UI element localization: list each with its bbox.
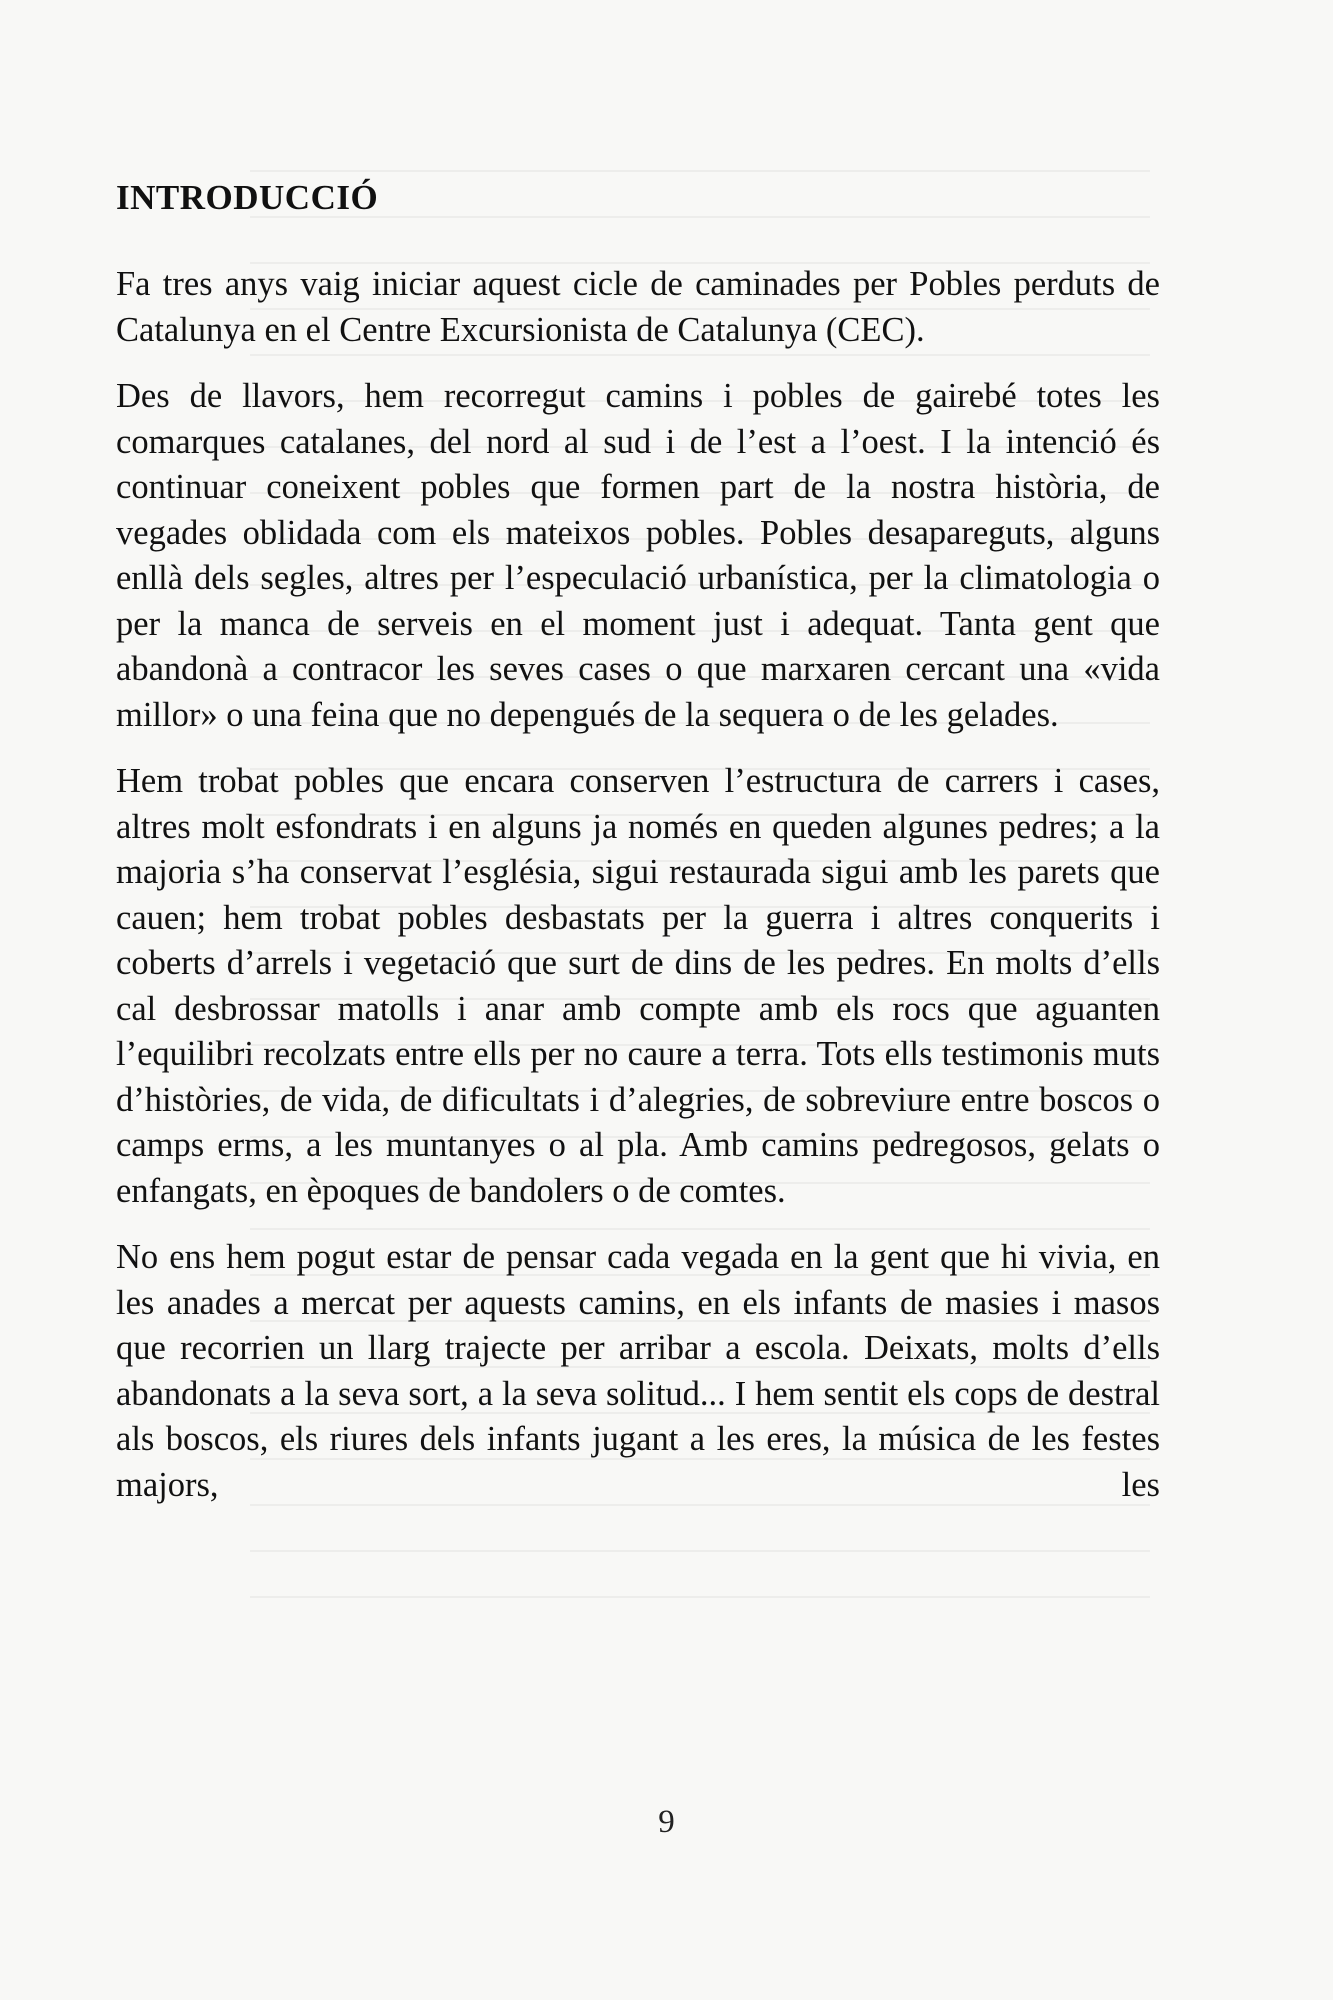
paragraph-3: Hem trobat pobles que encara conserven l’estructura de carrers i cases, altres molt esfondrats i en alguns ja només en queden algunes pedres; a la majoria s’ha conservat l’església, sigui restaurada sigui amb les parets que cauen; hem trobat pobles desbastats per la guerra i altres conquerits i coberts d’arrels i vegetació que surt de dins de les pedres. En molts d’ells cal desbrossar matolls i anar amb compte amb els rocs que aguanten l’equilibri recolzats entre ells per no caure a terra. Tots ells testimonis muts d’històries, de vida, de dificultats i d’alegries, de sobreviure entre boscos o camps erms, a les muntanyes o al pla. Amb camins pedregosos, gelats o enfangats, en èpoques de bandolers o de comtes. <box>116 762 1160 1210</box>
paragraph-2: Des de llavors, hem recorregut camins i pobles de gairebé totes les comarques catalanes, del nord al sud i de l’est a l’oest. I la intenció és continuar coneixent pobles que formen part de la nostra història, de vegades oblidada com els mateixos pobles. Pobles desapareguts, alguns enllà dels segles, altres per l’especulació urbanística, per la climatologia o per la manca de serveis en el moment just i adequat. Tanta gent que abandonà a contracor les seves cases o que marxaren cercant una «vida millor» o una feina que no depengués de la sequera o de les gelades. <box>116 377 1160 734</box>
paragraph-4: No ens hem pogut estar de pensar cada vegada en la gent que hi vivia, en les anades a mercat per aquests camins, en els infants de masies i masos que recorrien un llarg trajecte per arribar a escola. Deixats, molts d’ells abandonats a la seva sort, a la seva solitud... I hem sentit els cops de destral als boscos, els riures dels infants jugant a les eres, la música de les festes majors, les <box>116 1238 1160 1504</box>
page-body <box>116 168 1160 1529</box>
page-number: 9 <box>658 1804 675 1840</box>
chapter-heading: INTRODUCCIÓ <box>116 178 379 217</box>
paragraph-1: Fa tres anys vaig iniciar aquest cicle de caminades per Pobles perduts de Catalunya en el Centre Excursionista de Catalunya (CEC). <box>116 265 1160 349</box>
